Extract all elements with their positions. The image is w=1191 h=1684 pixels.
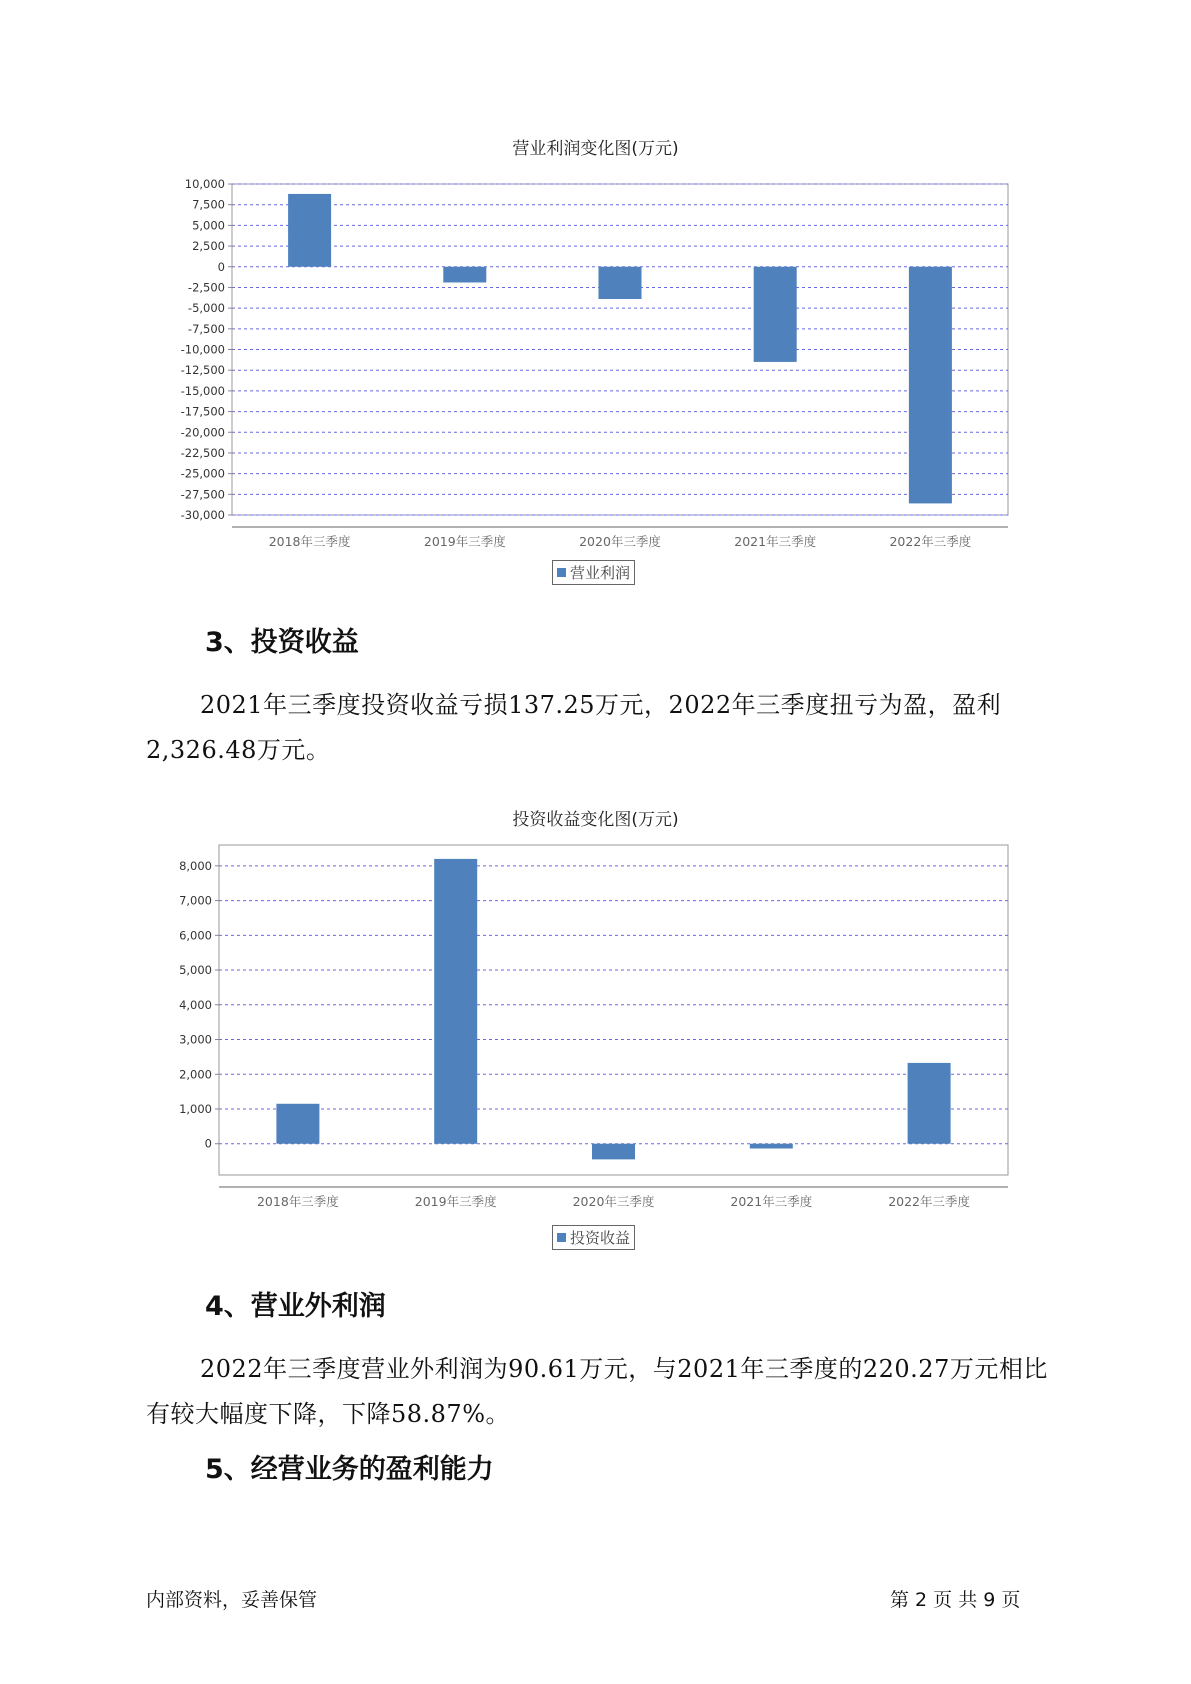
chart2-legend [552,1225,635,1250]
chart2-bar [592,1144,635,1160]
chart2-ytick-label: 8,000 [179,858,212,873]
chart2-ytick-label: 5,000 [179,963,212,978]
section4-paragraph: 2022年三季度营业外利润为90.61万元，与2021年三季度的220.27万元相比有较大幅度下降，下降58.87%。 [146,1355,1048,1428]
chart2-ytick-label: 0 [204,1136,212,1151]
chart1-ytick-label: -22,500 [180,445,225,460]
chart2-category-label: 2019年三季度 [414,1194,497,1209]
chart2-ytick-label: 6,000 [179,928,212,943]
chart2-bar [276,1104,319,1144]
chart1-category-label: 2022年三季度 [889,534,972,549]
chart1-ytick-label: -12,500 [180,363,225,378]
chart2-bar [434,859,477,1144]
footer-left: 内部资料，妥善保管 [146,1589,318,1611]
chart1-ytick-label: 0 [217,259,225,274]
chart1-ytick-label: -15,000 [180,383,225,398]
chart2-ytick-label: 2,000 [179,1067,212,1082]
chart2-legend-label: 投资收益 [570,1229,631,1247]
section3-paragraph: 2021年三季度投资收益亏损137.25万元，2022年三季度扭亏为盈，盈利2,326.48万元。 [146,691,1002,764]
chart1-ytick-label: -30,000 [180,508,225,522]
chart2-ytick-label: 7,000 [179,893,212,908]
legend-swatch-icon [557,1233,566,1242]
chart1-ytick-label: -17,500 [180,404,225,419]
chart2-category-label: 2021年三季度 [730,1194,813,1209]
section4-heading: 4、营业外利润 [205,1291,386,1322]
chart1-ytick-label: -5,000 [187,301,225,316]
chart1-ytick-label: -7,500 [187,321,225,336]
chart1-legend-label: 营业利润 [570,564,631,582]
chart2-ytick-label: 1,000 [179,1102,212,1116]
chart1-ytick-label: -10,000 [180,342,225,357]
chart2-bar [908,1063,951,1144]
chart2-bar [750,1144,793,1149]
chart2-category-label: 2018年三季度 [256,1194,339,1209]
footer-page-number: 第 2 页 共 9 页 [890,1589,1021,1611]
chart2-title: 投资收益变化图(万元) [512,810,679,830]
chart1-ytick-label: -25,000 [180,466,225,481]
section3-heading: 3、投资收益 [205,627,359,658]
chart1-category-label: 2019年三季度 [423,534,506,549]
chart1-ytick-label: 5,000 [192,218,225,233]
chart1-title: 营业利润变化图(万元) [512,139,679,159]
chart2-ytick-label: 3,000 [179,1032,212,1047]
chart2-category-label: 2022年三季度 [888,1194,971,1209]
chart1-ytick-label: 2,500 [192,239,225,254]
chart1-ytick-label: -27,500 [180,487,225,502]
section5-heading: 5、经营业务的盈利能力 [205,1454,494,1485]
chart1-category-label: 2018年三季度 [268,534,351,549]
chart1-ytick-label: 10,000 [184,177,225,191]
chart1-ytick-label: -2,500 [187,280,225,295]
chart1-category-label: 2020年三季度 [579,534,661,549]
chart2-plot-area [219,845,1008,1175]
chart1-ytick-label: -20,000 [180,425,225,440]
chart2-category-label: 2020年三季度 [572,1194,655,1209]
chart2-ytick-label: 4,000 [179,997,212,1012]
chart1-ytick-label: 7,500 [192,197,225,212]
chart1-category-label: 2021年三季度 [734,534,817,549]
